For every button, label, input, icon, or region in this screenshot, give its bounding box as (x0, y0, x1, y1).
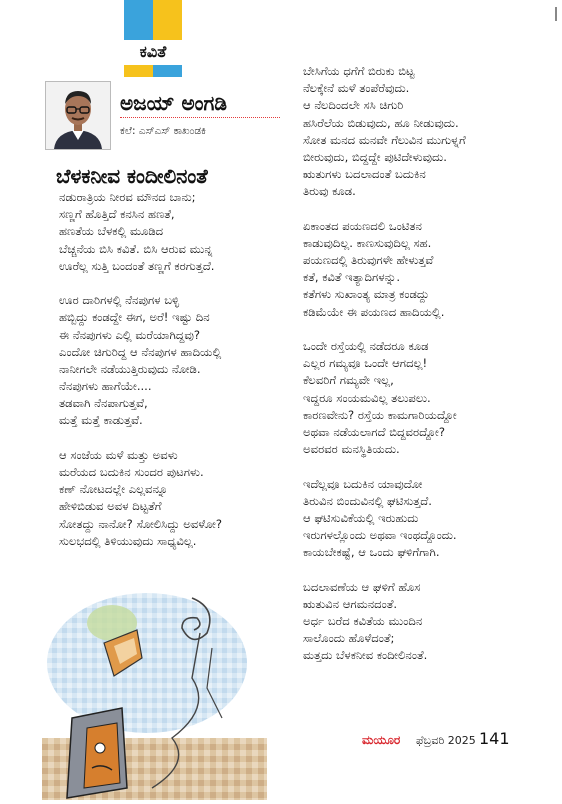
poem-line: ಬೀರುವುದು, ಬಿದ್ದದ್ದೇ ಪುಟಿದೇಳುವುದು. (303, 149, 447, 164)
poem-column-right (303, 63, 533, 665)
author-photo (45, 81, 111, 150)
stanza-break (303, 321, 533, 338)
poem-line: ಆ ನೆಲದಿಂದಲೇ ಸಸಿ ಚಿಗುರಿ (303, 98, 404, 113)
poem-line: ಕಣ್ ನೋಟದಲ್ಲೇ ಎಲ್ಲವನ್ನೂ (59, 482, 168, 497)
poem-line: ಮತ್ತದು ಬೆಳಕನೀವ ಕಂದೀಲಿನಂತೆ. (303, 648, 428, 663)
poem-line: ಇರುಗಳಲ್ಲೊಂದು ಅಥವಾ ಇಂಥದ್ದೊಂದು. (303, 528, 457, 543)
page-number: 141 (479, 729, 510, 748)
poem-line: ಎಂದೋ ಚಿಗುರಿದ್ದ ಆ ನೆನಪುಗಳ ಹಾದಿಯಲ್ಲಿ (59, 344, 222, 359)
stanza-break (303, 201, 533, 218)
poem-line: ತಡವಾಗಿ ನೆನಪಾಗುತ್ತವೆ, (59, 396, 148, 411)
poem-line: ಕತೆ, ಕವಿತೆ ಇತ್ಯಾದಿಗಳನ್ನು. (303, 270, 400, 285)
poem-line: ಋತುವಿನ ಆಗಮನದಂತೆ. (303, 596, 398, 611)
poem-line: ಕತೆಗಳು ಸುಖಾಂತ್ಯ ಮಾತ್ರ ಕಂಡದ್ದು (303, 287, 430, 302)
artist-credit: ಕಲೆ: ಎಸ್‌ಎಸ್ ಕಾಖಂಡಕಿ (120, 125, 206, 137)
poem-line: ನೆಲಕ್ಕೇನೆ ಮಳೆ ತಂಪೆರೆವುದು. (303, 81, 410, 96)
section-tab-color-block (124, 0, 182, 40)
poem-line: ಹಸಿರೆಲೆಯ ಬಿಡುವುದು, ಹೂ ನೀಡುವುದು. (303, 115, 459, 130)
poem-line: ಏಕಾಂತದ ಪಯಣದಲಿ ಒಂಟಿತನ (303, 218, 422, 233)
stanza-break (303, 561, 533, 578)
poem-line: ತಿರುವು ಕೂಡ. (303, 184, 356, 199)
poem-line: ಕಾರಣವೇನು? ರಸ್ತೆಯ ಕಾಮಗಾರಿಯದ್ದೋ (303, 407, 457, 422)
poem-line: ಬೇಸಿಗೆಯ ಧಗೆಗೆ ಬಿರುಕು ಬಿಟ್ಟ (303, 64, 415, 78)
poem-line: ಊರ ದಾರಿಗಳಲ್ಲಿ ನೆನಪುಗಳ ಬಳ್ಳಿ (59, 293, 180, 308)
poem-illustration (42, 588, 267, 800)
issue-date: ಫೆಬ್ರವರಿ 2025 (416, 734, 476, 747)
poem-line: ಹೇಳಿಬಿಡುವ ಅವಳ ದಿಟ್ಟತೆಗೆ (59, 499, 162, 514)
poem-line: ಸುಲಭದಲ್ಲಿ ತಿಳಿಯುವುದು ಸಾಧ್ಯವಿಲ್ಲ. (59, 533, 197, 548)
section-label: ಕವಿತೆ (139, 42, 167, 61)
poem-line: ಆ ಸಂಜೆಯ ಮಳೆ ಮತ್ತು ಅವಳು (59, 447, 178, 462)
poem-line: ಸೋತದ್ದು ನಾನೋ? ಸೋಲಿಸಿದ್ದು ಅವಳೋ? (59, 516, 222, 531)
poem-line: ಬದಲಾವಣೆಯ ಆ ಘಳಿಗೆ ಹೊಸ (303, 579, 421, 594)
poem-column-left (59, 189, 289, 550)
stanza-break (303, 458, 533, 475)
poem-line: ಸಣ್ಣಗೆ ಹೊತ್ತಿದೆ ಕನಸಿನ ಹಣತೆ, (59, 207, 175, 222)
poem-line: ಹಬ್ಬಿದ್ದು ಕಂಡದ್ದೇ ಈಗ, ಅರೆ! ಇಷ್ಟು ದಿನ (59, 310, 210, 325)
poem-line: ಈ ನೆನಪುಗಳು ಎಲ್ಲಿ ಮರೆಯಾಗಿದ್ದವು? (59, 327, 200, 342)
poem-line: ಇದೆಲ್ಲವೂ ಬದುಕಿನ ಯಾವುದೋ (303, 476, 423, 491)
poem-line: ಕಾಯಬೇಕಷ್ಟೆ, ಆ ಒಂದು ಘಳಿಗೆಗಾಗಿ. (303, 545, 440, 560)
section-tab-color-strip (124, 65, 182, 77)
poem-line: ಕಾಡುವುದಿಲ್ಲ. ಕಾಣಸುವುದಿಲ್ಲ ಸಹ. (303, 235, 432, 250)
poem-line: ಕೆಲವರಿಗೆ ಗಮ್ಯವೇ ಇಲ್ಲ, (303, 373, 394, 388)
poem-line: ನಾನೀಗಲೇ ನಡೆಯುತ್ತಿರುವುದು ನೋಡಿ. (59, 361, 201, 376)
poem-line: ಆ ಘಟಿಸುವಿಕೆಯಲ್ಲಿ ಇರುಹುದು (303, 510, 419, 525)
poem-line: ಅಥವಾ ನಡೆಯಲಾಗದೆ ಬಿದ್ದವರದ್ದೋ? (303, 424, 446, 439)
author-divider (120, 117, 280, 118)
page-edge-mark-icon (554, 6, 558, 20)
stanza-break (59, 275, 289, 292)
poem-line: ಊರೆಲ್ಲ ಸುತ್ತಿ ಬಂದಂತೆ ತಣ್ಣಗೆ ಕರಗುತ್ತದೆ. (59, 258, 215, 273)
poem-line: ಪಯಣದಲ್ಲಿ ತಿರುವುಗಳೇ ಹೇಳುತ್ತವೆ (303, 253, 434, 268)
stanza-break (59, 430, 289, 447)
poem-line: ಹಣತೆಯ ಬೆಳಕಲ್ಲಿ ಮೂಡಿದ (59, 224, 164, 239)
poem-line: ಋತುಗಳು ಬದಲಾದಂತೆ ಬದುಕಿನ (303, 167, 426, 182)
poem-line: ಇದ್ದರೂ ಸಂಯಮವಿಲ್ಲ ತಲುಪಲು. (303, 390, 431, 405)
poem-line: ತಿರುವಿನ ಬಿಂದುವಿನಲ್ಲಿ ಘಟಿಸುತ್ತದೆ. (303, 493, 432, 508)
poem-line: ಎಲ್ಲರ ಗಮ್ಯವೂ ಒಂದೇ ಆಗದಲ್ಲ! (303, 356, 428, 371)
poem-title: ಬೆಳಕನೀವ ಕಂದೀಲಿನಂತೆ (56, 164, 208, 188)
poem-line: ಒಂದೇ ರಸ್ತೆಯಲ್ಲಿ ನಡೆದರೂ ಕೂಡ (303, 339, 429, 353)
poem-line: ಮತ್ತೆ ಮತ್ತೆ ಕಾಡುತ್ತವೆ. (59, 413, 143, 428)
poem-line: ಅರ್ಧ ಬರೆದ ಕವಿತೆಯ ಮುಂದಿನ (303, 614, 423, 628)
author-name: ಅಜಯ್ ಅಂಗಡಿ (120, 91, 227, 115)
poem-line: ನಡುರಾತ್ರಿಯ ನೀರವ ಮೌನದ ಬಾನು; (59, 190, 196, 204)
poem-line: ಮರೆಯದ ಬದುಕಿನ ಸುಂದರ ಪುಟಗಳು. (59, 465, 204, 479)
poem-line: ಬೆಚ್ಚನೆಯ ಬಿಸಿ ಕವಿತೆ. ಬಿಸಿ ಆರುವ ಮುನ್ನ (59, 241, 213, 256)
poem-line: ನೆನಪುಗಳು ಹಾಗೆಯೇ.... (59, 379, 152, 394)
poem-line: ಸೋತ ಮನದ ಮನವೇ ಗೆಲುವಿನ ಮುಗುಳ್ನಗೆ (303, 132, 466, 147)
poem-line: ಸಾಲೊಂದು ಹೊಳೆದಂತೆ; (303, 631, 395, 646)
poem-line: ಕಡಿಮೆಯೇ ಈ ಪಯಣದ ಹಾದಿಯಲ್ಲಿ. (303, 304, 445, 319)
poem-line: ಅವರವರ ಮನಸ್ಥಿತಿಯದು. (303, 442, 400, 457)
magazine-brand: ಮಯೂರ (362, 733, 401, 747)
